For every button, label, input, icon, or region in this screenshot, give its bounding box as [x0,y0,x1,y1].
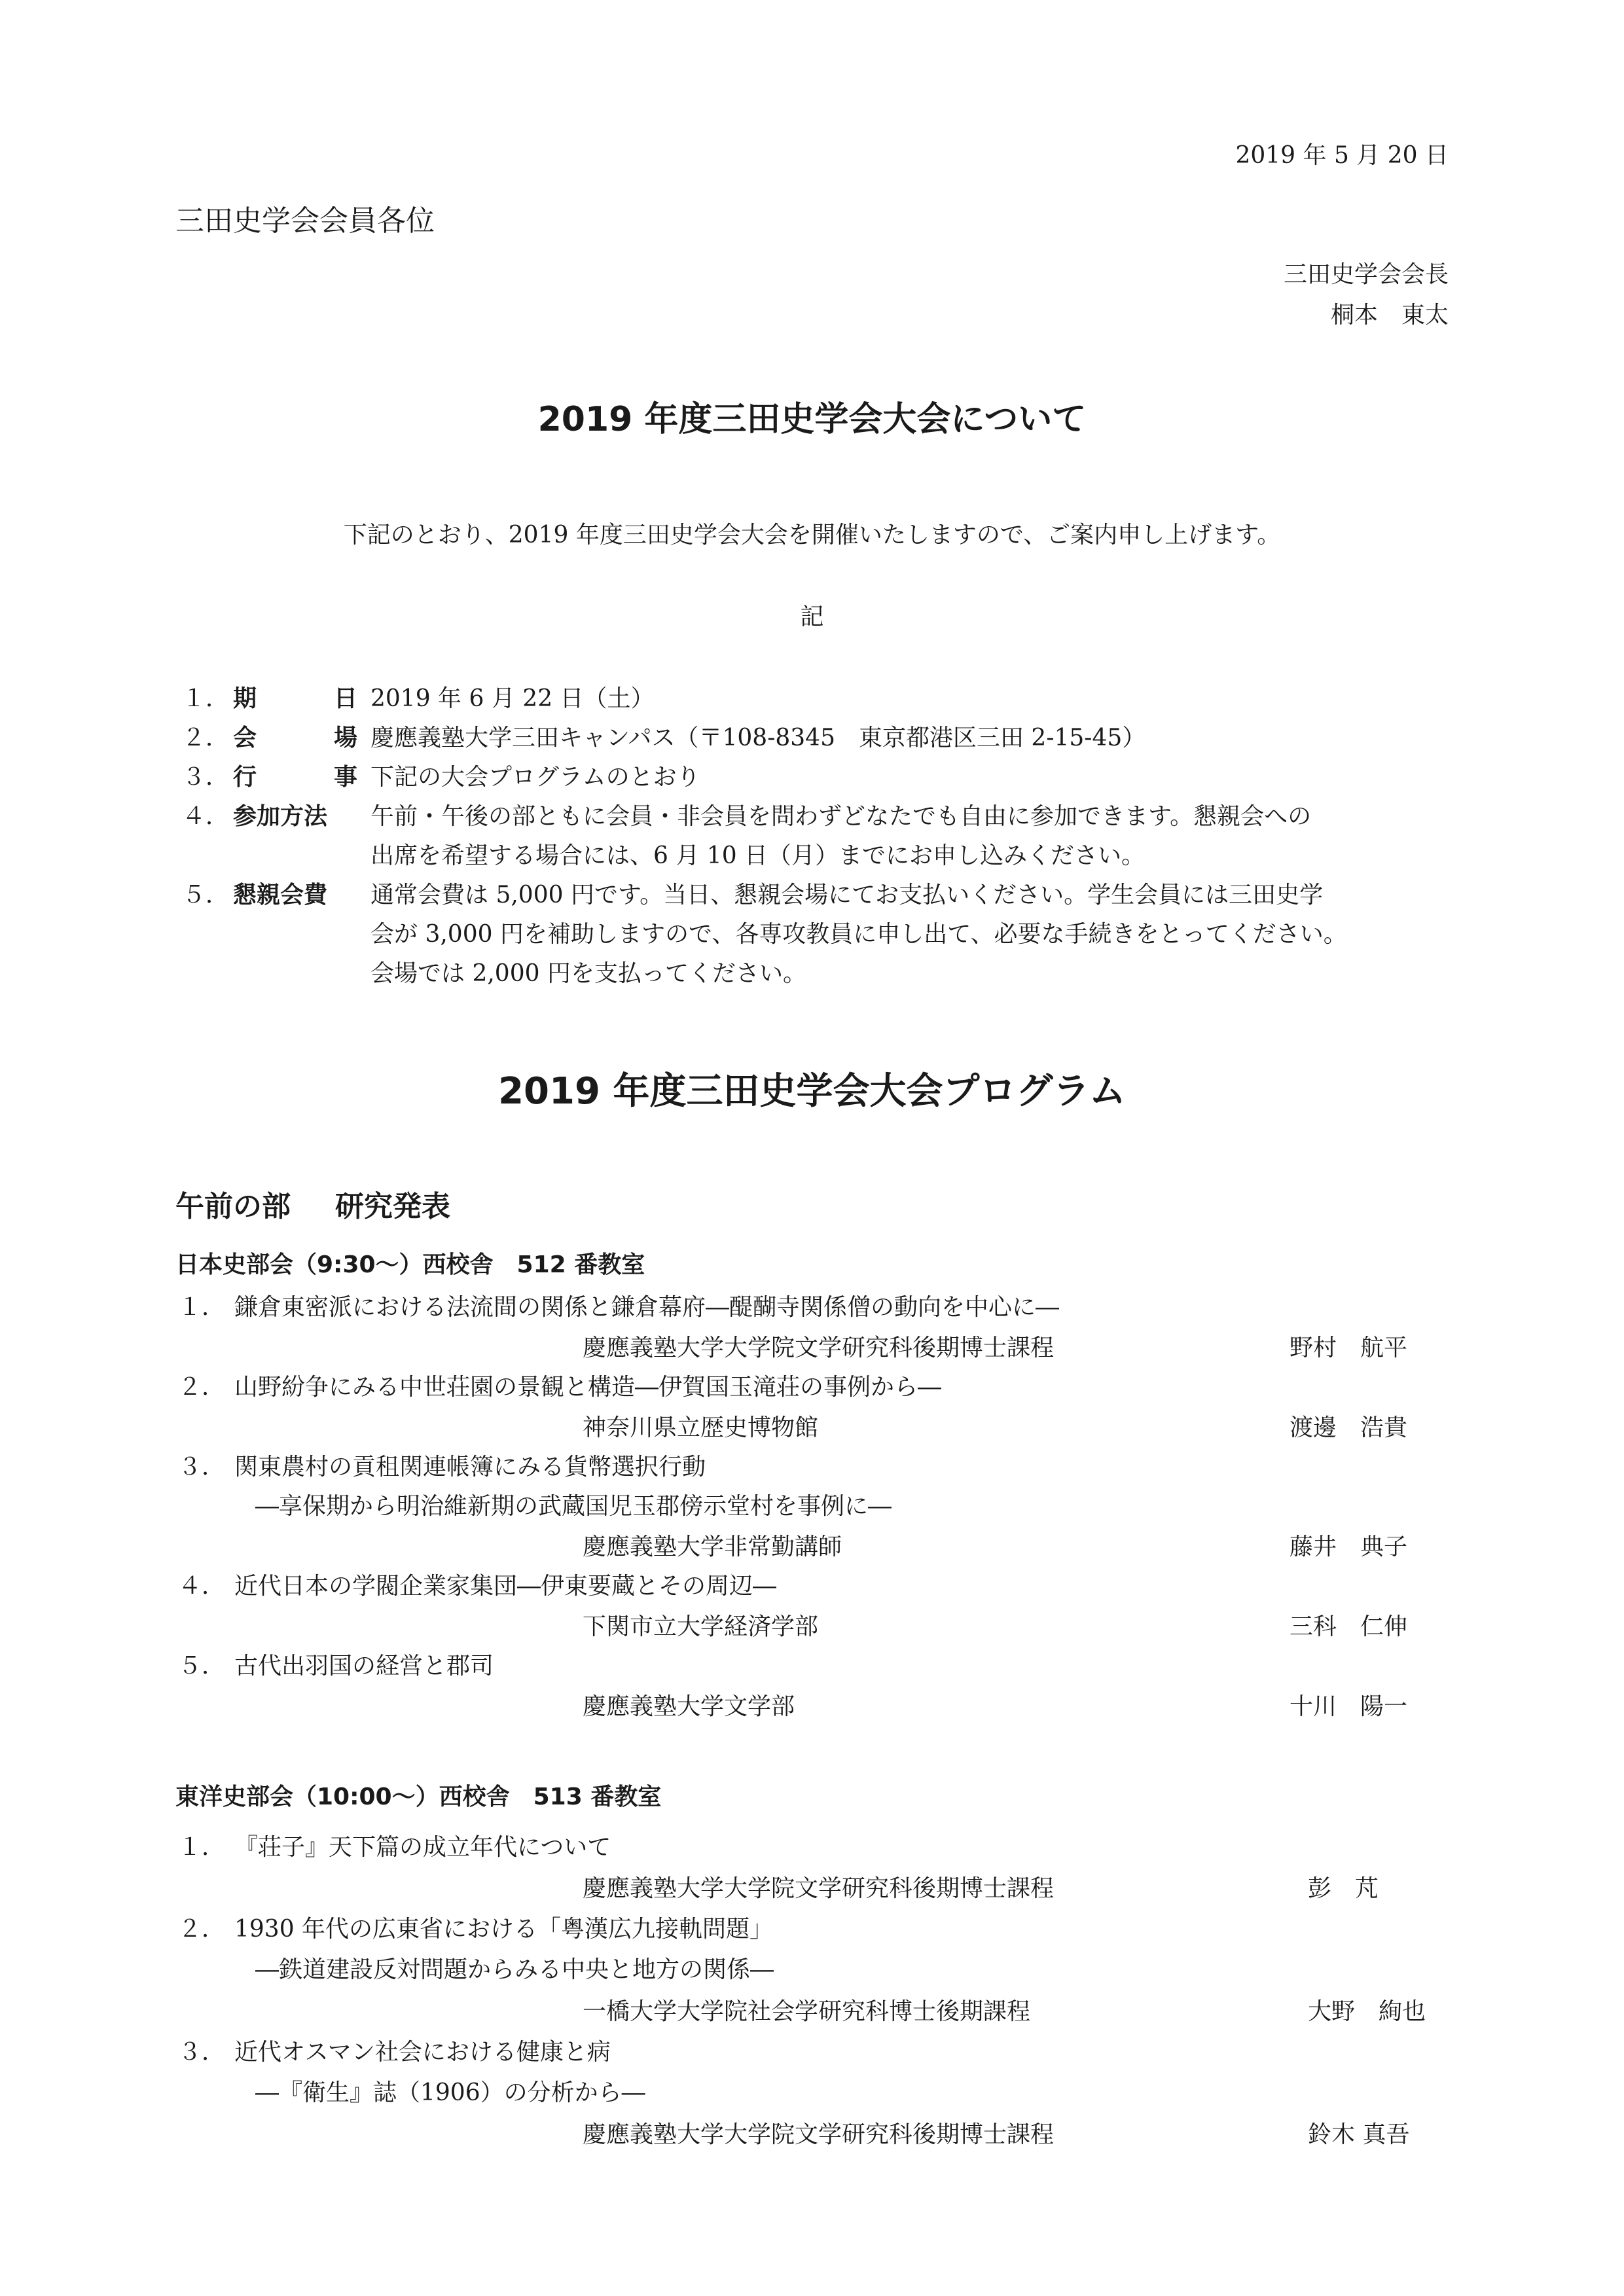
subsection-heading: 日本史部会（9:30～）西校舎 512 番教室 [175,1251,645,1278]
talk-title: 関東農村の貢租関連帳簿にみる貨幣選択行動 [234,1454,706,1480]
talk-speaker: 十川 陽一 [1290,1693,1408,1720]
talk-title: 近代オスマン社会における健康と病 [234,2039,611,2066]
item-value: 出席を希望する場合には、6 月 10 日（月）までにお申し込みください。 [370,842,1146,869]
talk-number: １． [178,1834,226,1861]
talk-speaker: 三科 仁伸 [1290,1613,1408,1640]
talk-title: 近代日本の学閥企業家集団―伊東要蔵とその周辺― [234,1573,777,1600]
talk-speaker: 野村 航平 [1290,1335,1408,1361]
talk-title: 鎌倉東密派における法流間の関係と鎌倉幕府―醍醐寺関係僧の動向を中心に― [234,1294,1060,1321]
talk-speaker: 鈴木 真吾 [1308,2121,1410,2148]
item-label [233,687,357,711]
document-date: 2019 年 5 月 20 日 [1235,142,1449,169]
item-number: ３． [182,764,230,791]
item-value: 下記の大会プログラムのとおり [370,764,700,791]
talk-number: ２． [178,1374,226,1401]
item-label-part: 期 [233,685,257,712]
talk-number: ５． [178,1653,226,1679]
talk-subtitle: ―享保期から明治維新期の武蔵国児玉郡傍示堂村を事例に― [255,1493,892,1520]
talk-speaker: 渡邊 浩貴 [1290,1414,1408,1441]
talk-speaker: 大野 絢也 [1308,1998,1426,2025]
talk-affiliation: 一橋大学大学院社会学研究科博士後期課程 [583,1998,1031,2025]
item-value: 会が 3,000 円を補助しますので、各専攻教員に申し出て、必要な手続きをとってください。 [370,921,1347,948]
talk-speaker: 藤井 典子 [1290,1534,1408,1560]
item-value: 通常会費は 5,000 円です。当日、懇親会場にてお支払いください。学生会員には三田史学 [370,882,1324,908]
item-value: 午前・午後の部ともに会員・非会員を問わずどなたでも自由に参加できます。懇親会への [370,803,1312,830]
section-label: 午前の部 [175,1190,291,1223]
talk-title: 古代出羽国の経営と郡司 [234,1653,494,1679]
item-label [233,726,357,750]
section-heading [175,1190,450,1223]
talk-number: ２． [178,1916,226,1943]
sender-name: 桐本 東太 [1330,302,1449,329]
talk-number: ４． [178,1573,226,1600]
talk-speaker: 彭 芃 [1308,1875,1379,1902]
subsection-heading: 東洋史部会（10:00～）西校舎 513 番教室 [175,1784,662,1810]
ki-marker: 記 [800,603,824,630]
item-label-part: 行 [233,764,257,791]
talk-number: ３． [178,1454,226,1480]
talk-title: 『荘子』天下篇の成立年代について [234,1834,611,1861]
talk-affiliation: 慶應義塾大学大学院文学研究科後期博士課程 [583,1335,1055,1361]
sender-title: 三田史学会会長 [1283,261,1449,288]
notice-intro: 下記のとおり、2019 年度三田史学会大会を開催いたしますので、ご案内申し上げます。 [343,522,1281,548]
addressee: 三田史学会会員各位 [175,204,435,238]
item-number: ４． [182,803,230,830]
item-value: 慶應義塾大学三田キャンパス（〒108-8345 東京都港区三田 2-15-45） [370,725,1146,751]
talk-number: １． [178,1294,226,1321]
item-label: 参加方法 [233,803,328,830]
item-value: 会場では 2,000 円を支払ってください。 [370,960,806,987]
item-label-part: 会 [233,725,257,751]
item-number: １． [182,685,230,712]
item-label-part: 事 [333,764,357,791]
item-label-part: 場 [333,725,357,751]
talk-affiliation: 慶應義塾大学大学院文学研究科後期博士課程 [583,1875,1055,1902]
item-label [233,766,357,789]
item-label-part: 日 [333,685,357,712]
notice-title: 2019 年度三田史学会大会について [537,400,1087,439]
talk-affiliation: 慶應義塾大学文学部 [583,1693,795,1720]
item-label: 懇親会費 [233,882,328,908]
talk-affiliation: 下関市立大学経済学部 [583,1613,819,1640]
section-type: 研究発表 [335,1190,450,1223]
program-title: 2019 年度三田史学会大会プログラム [498,1070,1126,1113]
item-number: ５． [182,882,230,908]
talk-affiliation: 慶應義塾大学大学院文学研究科後期博士課程 [583,2121,1055,2148]
talk-title: 山野紛争にみる中世荘園の景観と構造―伊賀国玉滝荘の事例から― [234,1374,942,1401]
talk-subtitle: ―鉄道建設反対問題からみる中央と地方の関係― [255,1956,774,1983]
talk-subtitle: ―『衛生』誌（1906）の分析から― [255,2079,645,2106]
talk-affiliation: 神奈川県立歴史博物館 [583,1414,819,1441]
talk-affiliation: 慶應義塾大学非常勤講師 [583,1534,842,1560]
talk-number: ３． [178,2039,226,2066]
talk-title: 1930 年代の広東省における「粤漢広九接軌問題」 [234,1916,774,1943]
item-value: 2019 年 6 月 22 日（土） [370,685,655,712]
item-number: ２． [182,725,230,751]
